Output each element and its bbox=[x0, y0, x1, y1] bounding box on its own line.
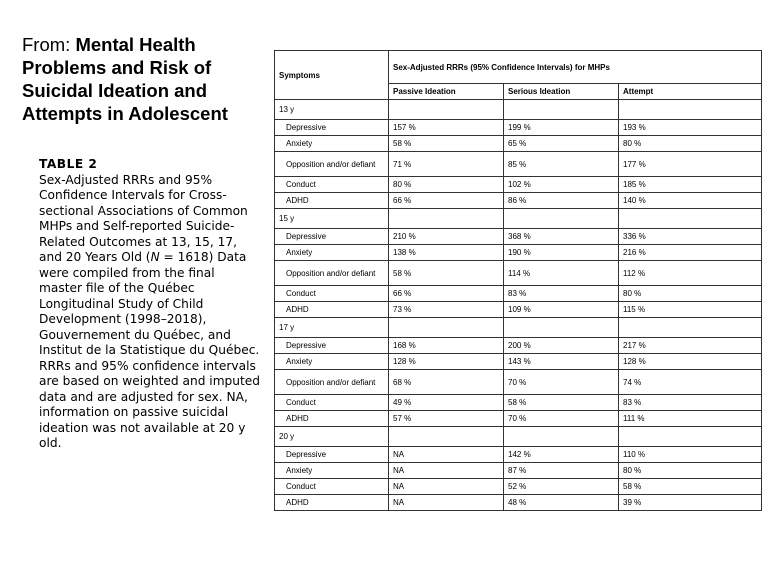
value-cell: 368 % bbox=[504, 229, 619, 245]
empty-cell bbox=[389, 427, 504, 447]
table-label: TABLE 2 bbox=[39, 157, 98, 171]
empty-cell bbox=[619, 209, 762, 229]
empty-cell bbox=[619, 427, 762, 447]
value-cell: 157 % bbox=[389, 120, 504, 136]
value-cell: 58 % bbox=[389, 261, 504, 286]
value-cell: 83 % bbox=[504, 286, 619, 302]
value-cell: 39 % bbox=[619, 495, 762, 511]
value-cell: 85 % bbox=[504, 152, 619, 177]
value-cell: 210 % bbox=[389, 229, 504, 245]
table-caption bbox=[39, 157, 261, 452]
value-cell: 58 % bbox=[619, 479, 762, 495]
value-cell: 49 % bbox=[389, 395, 504, 411]
value-cell: 66 % bbox=[389, 286, 504, 302]
empty-cell bbox=[389, 318, 504, 338]
results-table bbox=[274, 50, 762, 511]
table-row bbox=[275, 370, 762, 395]
value-cell: 52 % bbox=[504, 479, 619, 495]
symptom-cell: ADHD bbox=[275, 193, 389, 209]
empty-cell bbox=[619, 318, 762, 338]
symptom-cell: ADHD bbox=[275, 495, 389, 511]
symptom-cell: Depressive bbox=[275, 120, 389, 136]
value-cell: 138 % bbox=[389, 245, 504, 261]
value-cell: 200 % bbox=[504, 338, 619, 354]
value-cell: NA bbox=[389, 463, 504, 479]
value-cell: 143 % bbox=[504, 354, 619, 370]
table-row bbox=[275, 120, 762, 136]
empty-cell bbox=[619, 100, 762, 120]
age-group-row bbox=[275, 209, 762, 229]
table-row bbox=[275, 261, 762, 286]
symptom-cell: Conduct bbox=[275, 395, 389, 411]
column-header-serious: Serious Ideation bbox=[504, 84, 619, 100]
value-cell: 80 % bbox=[619, 286, 762, 302]
empty-cell bbox=[504, 427, 619, 447]
symptom-cell: Anxiety bbox=[275, 463, 389, 479]
table-row bbox=[275, 245, 762, 261]
symptom-cell: Conduct bbox=[275, 177, 389, 193]
table-row bbox=[275, 395, 762, 411]
value-cell: 190 % bbox=[504, 245, 619, 261]
value-cell: 68 % bbox=[389, 370, 504, 395]
value-cell: 115 % bbox=[619, 302, 762, 318]
value-cell: 86 % bbox=[504, 193, 619, 209]
age-group-label: 15 y bbox=[275, 209, 389, 229]
value-cell: 102 % bbox=[504, 177, 619, 193]
caption-text-part1: Sex-Adjusted RRRs and 95% Confidence Intervals for Cross-sectional Associations of Common MHPs and Self-reported Suicide-Related Outcomes at 13, 15, 17, and 20 Years Old ( bbox=[39, 172, 248, 264]
empty-cell bbox=[504, 318, 619, 338]
table-row bbox=[275, 338, 762, 354]
symptom-cell: Conduct bbox=[275, 479, 389, 495]
empty-cell bbox=[504, 209, 619, 229]
value-cell: 336 % bbox=[619, 229, 762, 245]
value-cell: 216 % bbox=[619, 245, 762, 261]
symptom-cell: Opposition and/or defiant bbox=[275, 152, 389, 177]
value-cell: 70 % bbox=[504, 370, 619, 395]
symptom-cell: Anxiety bbox=[275, 136, 389, 152]
symptom-cell: Depressive bbox=[275, 229, 389, 245]
table-row bbox=[275, 411, 762, 427]
value-cell: 217 % bbox=[619, 338, 762, 354]
table-row bbox=[275, 136, 762, 152]
table-row bbox=[275, 286, 762, 302]
column-header-attempt: Attempt bbox=[619, 84, 762, 100]
table-row bbox=[275, 193, 762, 209]
value-cell: 80 % bbox=[619, 463, 762, 479]
value-cell: 128 % bbox=[389, 354, 504, 370]
title-text: Mental Health Problems and Risk of Suicidal Ideation and Attempts in Adolescent bbox=[22, 34, 228, 124]
age-group-row bbox=[275, 427, 762, 447]
value-cell: 57 % bbox=[389, 411, 504, 427]
age-group-label: 13 y bbox=[275, 100, 389, 120]
table-body bbox=[275, 100, 762, 511]
age-group-label: 17 y bbox=[275, 318, 389, 338]
table-row bbox=[275, 495, 762, 511]
symptom-cell: Anxiety bbox=[275, 245, 389, 261]
value-cell: 142 % bbox=[504, 447, 619, 463]
symptom-cell: ADHD bbox=[275, 411, 389, 427]
value-cell: 193 % bbox=[619, 120, 762, 136]
value-cell: 111 % bbox=[619, 411, 762, 427]
table-row bbox=[275, 229, 762, 245]
empty-cell bbox=[389, 209, 504, 229]
value-cell: 80 % bbox=[389, 177, 504, 193]
value-cell: 83 % bbox=[619, 395, 762, 411]
table-row bbox=[275, 354, 762, 370]
symptom-cell: Anxiety bbox=[275, 354, 389, 370]
symptom-cell: ADHD bbox=[275, 302, 389, 318]
rrr-group-header: Sex-Adjusted RRRs (95% Confidence Intervals) for MHPs bbox=[389, 51, 762, 84]
symptom-cell: Conduct bbox=[275, 286, 389, 302]
column-header-passive: Passive Ideation bbox=[389, 84, 504, 100]
table-row bbox=[275, 447, 762, 463]
value-cell: 199 % bbox=[504, 120, 619, 136]
empty-cell bbox=[504, 100, 619, 120]
value-cell: 74 % bbox=[619, 370, 762, 395]
value-cell: 73 % bbox=[389, 302, 504, 318]
value-cell: 66 % bbox=[389, 193, 504, 209]
value-cell: 87 % bbox=[504, 463, 619, 479]
symptom-cell: Depressive bbox=[275, 338, 389, 354]
value-cell: 168 % bbox=[389, 338, 504, 354]
value-cell: 140 % bbox=[619, 193, 762, 209]
n-symbol: N bbox=[150, 250, 160, 264]
value-cell: NA bbox=[389, 495, 504, 511]
value-cell: 109 % bbox=[504, 302, 619, 318]
value-cell: 128 % bbox=[619, 354, 762, 370]
value-cell: 71 % bbox=[389, 152, 504, 177]
symptom-cell: Opposition and/or defiant bbox=[275, 261, 389, 286]
value-cell: 58 % bbox=[389, 136, 504, 152]
symptoms-header: Symptoms bbox=[275, 51, 389, 100]
table-row bbox=[275, 302, 762, 318]
value-cell: 112 % bbox=[619, 261, 762, 286]
age-group-label: 20 y bbox=[275, 427, 389, 447]
value-cell: 110 % bbox=[619, 447, 762, 463]
value-cell: NA bbox=[389, 447, 504, 463]
table-row bbox=[275, 152, 762, 177]
symptom-cell: Depressive bbox=[275, 447, 389, 463]
symptom-cell: Opposition and/or defiant bbox=[275, 370, 389, 395]
empty-cell bbox=[389, 100, 504, 120]
article-title bbox=[22, 33, 262, 125]
value-cell: 114 % bbox=[504, 261, 619, 286]
table-row bbox=[275, 463, 762, 479]
value-cell: 185 % bbox=[619, 177, 762, 193]
caption-text-part2: = 1618) bbox=[159, 250, 214, 264]
age-group-row bbox=[275, 100, 762, 120]
value-cell: 70 % bbox=[504, 411, 619, 427]
table-row bbox=[275, 479, 762, 495]
table-row bbox=[275, 177, 762, 193]
value-cell: 48 % bbox=[504, 495, 619, 511]
age-group-row bbox=[275, 318, 762, 338]
value-cell: 177 % bbox=[619, 152, 762, 177]
value-cell: 58 % bbox=[504, 395, 619, 411]
title-prefix: From: bbox=[22, 34, 76, 55]
value-cell: 80 % bbox=[619, 136, 762, 152]
value-cell: 65 % bbox=[504, 136, 619, 152]
value-cell: NA bbox=[389, 479, 504, 495]
caption-note: Data were compiled from the final master file of the Québec Longitudinal Study of Child Development (1998–2018), Gouvernement du Québec, and Institut de la Statistique du Québec. RRRs and 95% confidence intervals are based on weighted and imputed data and are adjusted for sex. NA, information on passive suicidal ideation was not available at 20 y old. bbox=[39, 250, 261, 450]
